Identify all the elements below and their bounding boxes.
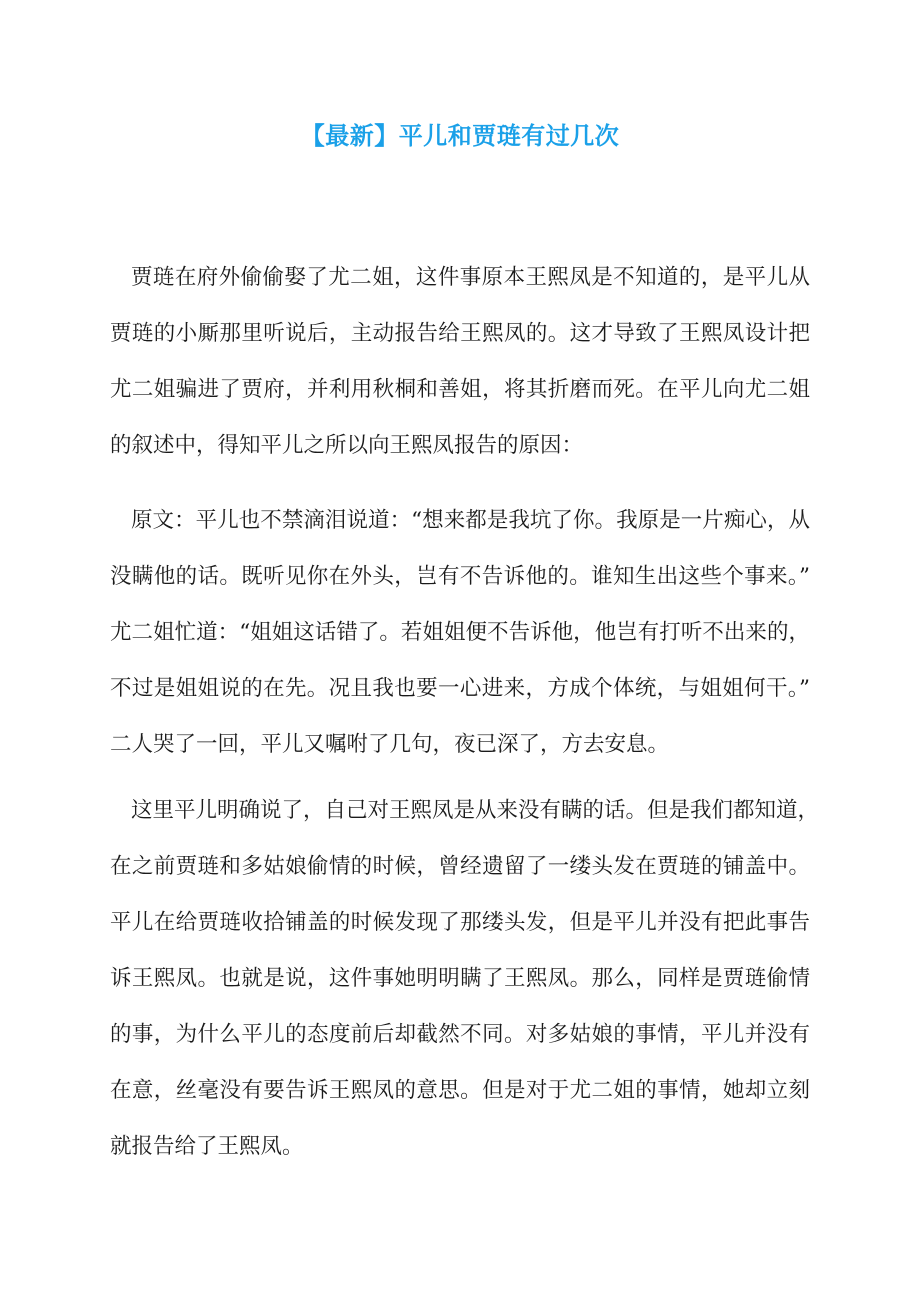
- paragraph-line: 没瞒他的话。既听见你在外头，岂有不告诉他的。谁知生出这些个事来。”: [110, 564, 810, 589]
- paragraph-line: 这里平儿明确说了，自己对王熙凤是从来没有瞒的话。但是我们都知道，: [131, 798, 820, 823]
- paragraph-line: 平儿在给贾琏收拾铺盖的时候发现了那缕头发，但是平儿并没有把此事告: [110, 910, 810, 935]
- paragraph-line: 尤二姐忙道：“姐姐这话错了。若姐姐便不告诉他，他岂有打听不出来的，: [110, 620, 810, 645]
- paragraph-line: 的事，为什么平儿的态度前后却截然不同。对多姑娘的事情，平儿并没有: [110, 1022, 810, 1047]
- paragraph-line: 不过是姐姐说的在先。况且我也要一心进来，方成个体统，与姐姐何干。”: [110, 676, 810, 701]
- document-title: 【最新】平儿和贾琏有过几次: [300, 122, 620, 150]
- paragraph-line: 就报告给了王熙凤。: [110, 1134, 304, 1159]
- paragraph-line: 的叙述中，得知平儿之所以向王熙凤报告的原因：: [110, 433, 584, 458]
- paragraph-2: [110, 493, 810, 773]
- paragraph-line: 二人哭了一回，平儿又嘱咐了几句，夜已深了，方去安息。: [110, 732, 670, 757]
- paragraph-line: 在之前贾琏和多姑娘偷情的时候，曾经遗留了一缕头发在贾琏的铺盖中。: [110, 854, 810, 879]
- paragraph-line: 贾琏的小厮那里听说后，主动报告给王熙凤的。这才导致了王熙凤设计把: [110, 321, 810, 346]
- paragraph-line: 诉王熙凤。也就是说，这件事她明明瞒了王熙凤。那么，同样是贾琏偷情: [110, 966, 810, 991]
- paragraph-1: [110, 250, 810, 474]
- paragraph-line: 尤二姐骗进了贾府，并利用秋桐和善姐，将其折磨而死。在平儿向尤二姐: [110, 377, 810, 402]
- paragraph-line: 贾琏在府外偷偷娶了尤二姐，这件事原本王熙凤是不知道的，是平儿从: [131, 265, 810, 290]
- paragraph-line: 原文：平儿也不禁滴泪说道：“想来都是我坑了你。我原是一片痴心，从: [131, 508, 810, 533]
- paragraph-3: [110, 783, 820, 1175]
- paragraph-line: 在意，丝毫没有要告诉王熙凤的意思。但是对于尤二姐的事情，她却立刻: [110, 1078, 810, 1103]
